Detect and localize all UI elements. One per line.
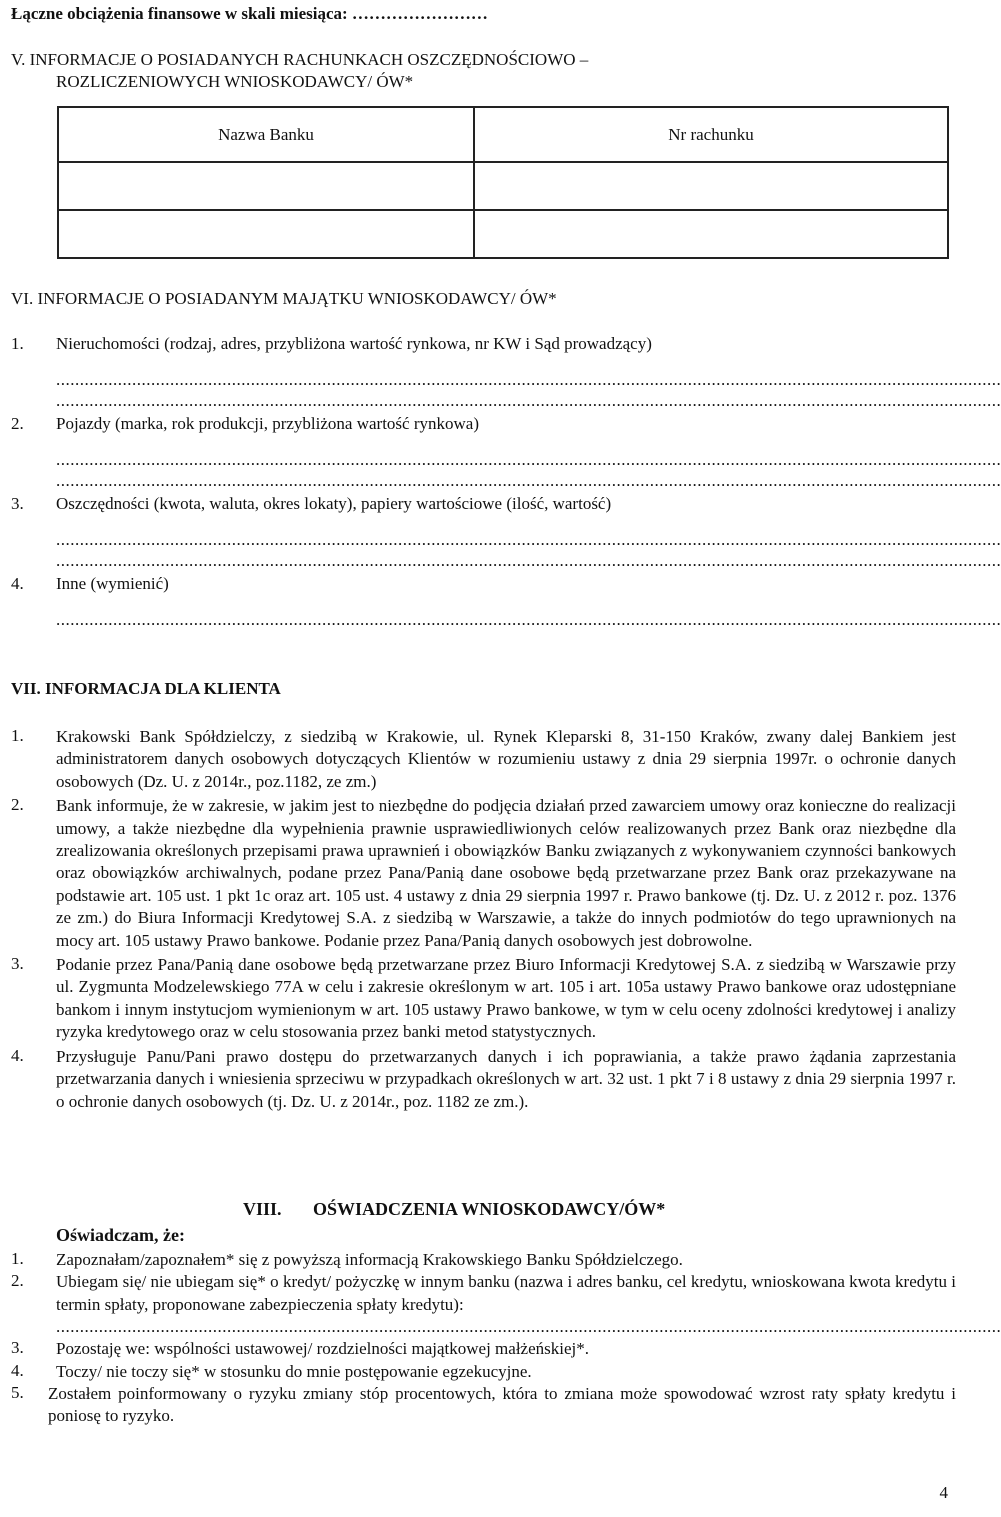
fill-in-dots[interactable]: .......................................................................................................................................................................................................	[56, 450, 1001, 469]
account-number-cell[interactable]	[474, 210, 948, 258]
list-item: 3. Podanie przez Pana/Panią dane osobowe będą przetwarzane przez Biuro Informacji Kredytowej S.A. z siedzibą w Warszawie przy ul. Zygmunta Modzelewskiego 77A w celu i zakresie określonym w art. 105 i art. 105a ustawy Prawo bankowe oraz udostępniane bankom i innym instytucjom wymienionym w art. 105 ustawy Prawo bankowe, w tym w celu oceny zdolności kredytowej i analizy ryzyka kredytowego oraz w celu stosowania przez banki metod statystycznych.	[11, 954, 956, 1042]
section-6-title: VI. INFORMACJE O POSIADANYM MAJĄTKU WNIOSKODAWCY/ ÓW*	[11, 289, 557, 308]
asset-item-3: 3. Oszczędności (kwota, waluta, okres lokaty), papiery wartościowe (ilość, wartość)	[11, 494, 612, 513]
list-item: 5. Zostałem poinformowany o ryzyku zmiany stóp procentowych, która to zmiana może spowodować wzrost raty spłaty kredytu i poniosę to ryzyko.	[11, 1383, 956, 1426]
list-item: 3. Pozostaję we: wspólności ustawowej/ rozdzielności majątkowej małżeńskiej*.	[11, 1338, 590, 1359]
list-item: 2. Bank informuje, że w zakresie, w jakim jest to niezbędne do podjęcia działań przed zawarciem umowy oraz konieczne do realizacji umowy, a także niezbędne dla wypełnienia prawnie usprawiedliwionych celów realizowanych przez Bank oraz niezbędne dla zrealizowania określonych przepisami prawa uprawnień i obowiązków Banku związanych z wykonywaniem czynności bankowych oraz obowiązków archiwalnych, podane przez Pana/Panią dane osobowe będą przetwarzane przez Bank oraz przekazywane na podstawie art. 105 ust. 1 pkt 1c oraz art. 105 ust. 4 ustawy z dnia 29 sierpnia 1997 r. Prawo bankowe (tj. Dz. U. z 2012 r. poz. 1376 ze zm.) do Biura Informacji Kredytowej S.A. z siedzibą w Warszawie, a także do innych podmiotów do tego uprawnionych na mocy art. 105 ustawy Prawo bankowe. Podanie przez Pana/Panią danych osobowych jest dobrowolne.	[11, 795, 956, 950]
asset-item-4: 4. Inne (wymienić)	[11, 574, 169, 593]
list-item: 1. Zapoznałam/zapoznałem* się z powyższą informacją Krakowskiego Banku Spółdzielczego.	[11, 1249, 683, 1269]
fill-in-dots[interactable]: .......................................................................................................................................................................................................	[56, 1317, 1001, 1337]
list-item: 4. Przysługuje Panu/Pani prawo dostępu do przetwarzanych danych i ich poprawiania, a także prawo żądania zaprzestania przetwarzania danych i wniesienia sprzeciwu w przypadkach określonych w art. 32 ust. 1 pkt 7 i 8 ustawy z dnia 29 sierpnia 1997 r. o ochronie danych osobowych (tj. Dz. U. z 2014r., poz. 1182 ze zm.).	[11, 1045, 956, 1111]
monthly-burden-dots: ……………………	[351, 4, 488, 23]
table-row	[58, 162, 948, 210]
account-number-cell[interactable]	[474, 162, 948, 210]
monthly-burden-label: Łączne obciążenia finansowe w skali miesiąca:	[11, 4, 348, 23]
fill-in-dots[interactable]: .......................................................................................................................................................................................................	[56, 530, 1001, 549]
bank-accounts-table	[57, 106, 949, 259]
fill-in-dots[interactable]: .......................................................................................................................................................................................................	[56, 471, 1001, 490]
table-row	[58, 210, 948, 258]
section-7-title: VII. INFORMACJA DLA KLIENTA	[11, 679, 281, 698]
asset-item-label: Oszczędności (kwota, waluta, okres lokaty), papiery wartościowe (ilość, wartość)	[56, 494, 612, 513]
section-8-title: VIII. OŚWIADCZENIA WNIOSKODAWCY/ÓW*	[243, 1199, 666, 1219]
fill-in-dots[interactable]: .......................................................................................................................................................................................................	[56, 551, 1001, 570]
bank-name-cell[interactable]	[58, 210, 474, 258]
table-header-row	[58, 107, 948, 162]
declarations-list	[0, 1249, 1001, 1428]
fill-in-dots[interactable]: .......................................................................................................................................................................................................	[56, 610, 1001, 629]
section-5-title-line1: V. INFORMACJE O POSIADANYCH RACHUNKACH OSZCZĘDNOŚCIOWO –	[11, 50, 589, 69]
asset-item-1: 1. Nieruchomości (rodzaj, adres, przybliżona wartość rynkowa, nr KW i Sąd prowadzący)	[11, 334, 652, 353]
fill-in-dots[interactable]: .......................................................................................................................................................................................................	[56, 370, 1001, 389]
fill-in-dots[interactable]: .......................................................................................................................................................................................................	[56, 391, 1001, 410]
header-account-number: Nr rachunku	[474, 107, 948, 162]
list-item: 1. Krakowski Bank Spółdzielczy, z siedzibą w Krakowie, ul. Rynek Kleparski 8, 31-150 Kraków, zwany dalej Bankiem jest administratorem danych osobowych dotyczących Klientów w rozumieniu ustawy z dnia 29 sierpnia 1997r. o ochronie danych osobowych (Dz. U. z 2014r., poz.1182, ze zm.)	[11, 726, 956, 791]
list-item: 4. Toczy/ nie toczy się* w stosunku do mnie postępowanie egzekucyjne.	[11, 1360, 532, 1381]
asset-item-label: Nieruchomości (rodzaj, adres, przybliżona wartość rynkowa, nr KW i Sąd prowadzący)	[56, 334, 652, 353]
page-number: 4	[939, 1483, 948, 1502]
asset-item-label: Pojazdy (marka, rok produkcji, przybliżona wartość rynkowa)	[56, 414, 479, 433]
asset-item-2: 2. Pojazdy (marka, rok produkcji, przybliżona wartość rynkowa)	[11, 414, 479, 433]
monthly-burden-line	[11, 4, 488, 24]
declaration-intro: Oświadczam, że:	[56, 1225, 185, 1245]
asset-item-label: Inne (wymienić)	[56, 574, 169, 593]
bank-name-cell[interactable]	[58, 162, 474, 210]
section-5-title	[11, 50, 588, 92]
header-bank-name: Nazwa Banku	[58, 107, 474, 162]
section-5-title-line2: ROZLICZENIOWYCH WNIOSKODAWCY/ ÓW*	[56, 72, 414, 91]
list-item: 2. Ubiegam się/ nie ubiegam się* o kredyt/ pożyczkę w innym banku (nazwa i adres banku, cel kredytu, wnioskowana kwota kredytu i termin spłaty, proponowane zabezpieczenia spłaty kredytu): .......................................................................................................................................................................................................	[11, 1271, 1001, 1337]
client-info-list	[0, 726, 960, 1113]
